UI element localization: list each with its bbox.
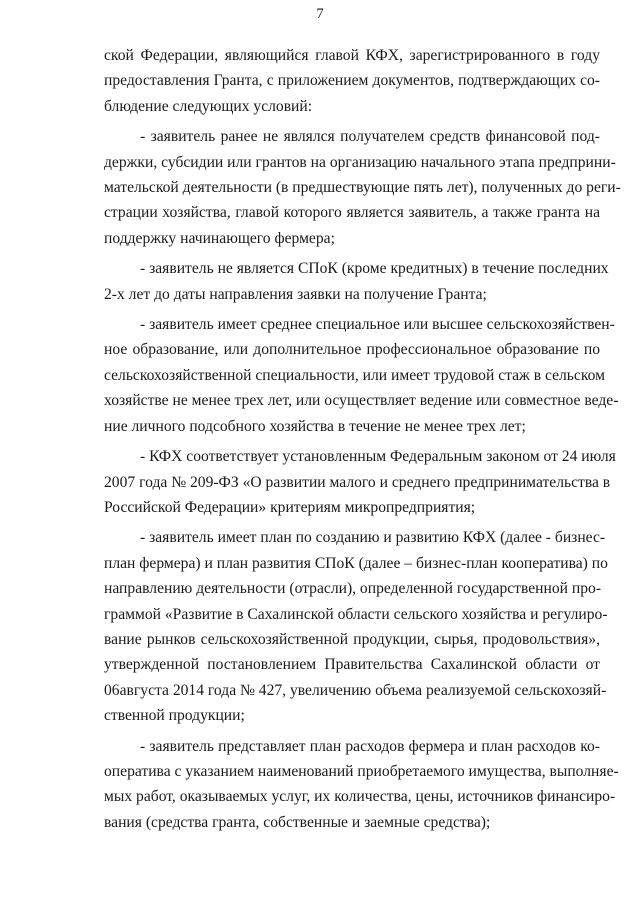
paragraph-condition-5: [104, 525, 608, 728]
text-line: утвержденной постановлением Правительства Сахалинской области от: [104, 656, 600, 674]
document-body: [104, 43, 621, 835]
text-line: предоставления Гранта, с приложением документов, подтверждающих со-: [104, 72, 600, 90]
text-line: ственной продукции;: [104, 707, 245, 725]
text-line: мательской деятельности (в предшествующие пять лет), полученных до реги-: [104, 179, 621, 197]
text-line: мых работ, оказываемых услуг, их количества, цены, источников финансиро-: [104, 788, 616, 806]
text-line: план фермера) и план развития СПоК (далее – бизнес-план кооператива) по: [104, 554, 608, 572]
text-line: Российской Федерации» критериям микропредприятия;: [104, 498, 476, 516]
text-line: вание рынков сельскохозяйственной продукции, сырья, продовольствия»,: [104, 630, 600, 648]
text-line: ное образование, или дополнительное профессиональное образование по: [104, 341, 600, 359]
text-line: - заявитель ранее не являлся получателем средств финансовой под-: [140, 128, 600, 146]
text-line: - заявитель имеет план по созданию и развитию КФХ (далее - бизнес-: [140, 529, 606, 547]
page-number: 7: [316, 6, 324, 22]
text-line: вания (средства гранта, собственные и заемные средства);: [104, 813, 491, 831]
text-line: хозяйстве не менее трех лет, или осуществляет ведение или совместное веде-: [104, 392, 619, 410]
text-line: граммой «Развитие в Сахалинской области сельского хозяйства и регулиро-: [104, 605, 608, 623]
paragraph-condition-1: [104, 124, 621, 251]
text-line: оператива с указанием наименований приобретаемого имущества, выполняе-: [104, 762, 619, 780]
text-line: - заявитель имеет среднее специальное или высшее сельскохозяйствен-: [140, 316, 615, 334]
text-line: сельскохозяйственной специальности, или имеет трудовой стаж в сельском: [104, 366, 605, 384]
text-line: 2007 года № 209-ФЗ «О развитии малого и среднего предпринимательства в: [104, 473, 611, 491]
text-line: держки, субсидии или грантов на организацию начального этапа предприни-: [104, 153, 616, 171]
text-line: - КФХ соответствует установленным Федеральным законом от 24 июля: [140, 448, 616, 466]
paragraph-condition-2: [104, 256, 609, 307]
text-line: - заявитель не является СПоК (кроме кредитных) в течение последних: [140, 260, 609, 278]
text-line: ние личного подсобного хозяйства в течение не менее трех лет;: [104, 417, 526, 435]
paragraph-condition-4: [104, 444, 616, 520]
paragraph-intro: [104, 43, 600, 119]
text-line: - заявитель представляет план расходов фермера и план расходов ко-: [140, 737, 600, 755]
text-line: страции хозяйства, главой которого является заявитель, а также гранта на: [104, 204, 600, 222]
text-line: блюдение следующих условий:: [104, 97, 313, 115]
text-line: направлению деятельности (отрасли), определенной государственной про-: [104, 580, 602, 598]
text-line: 06августа 2014 года № 427, увеличению объема реализуемой сельскохозяй-: [104, 681, 607, 699]
text-line: ской Федерации, являющийся главой КФХ, зарегистрированного в году: [104, 47, 600, 64]
paragraph-condition-3: [104, 312, 619, 439]
paragraph-condition-6: [104, 734, 619, 836]
text-line: 2-х лет до даты направления заявки на получение Гранта;: [104, 285, 487, 303]
text-line: поддержку начинающего фермера;: [104, 229, 335, 247]
